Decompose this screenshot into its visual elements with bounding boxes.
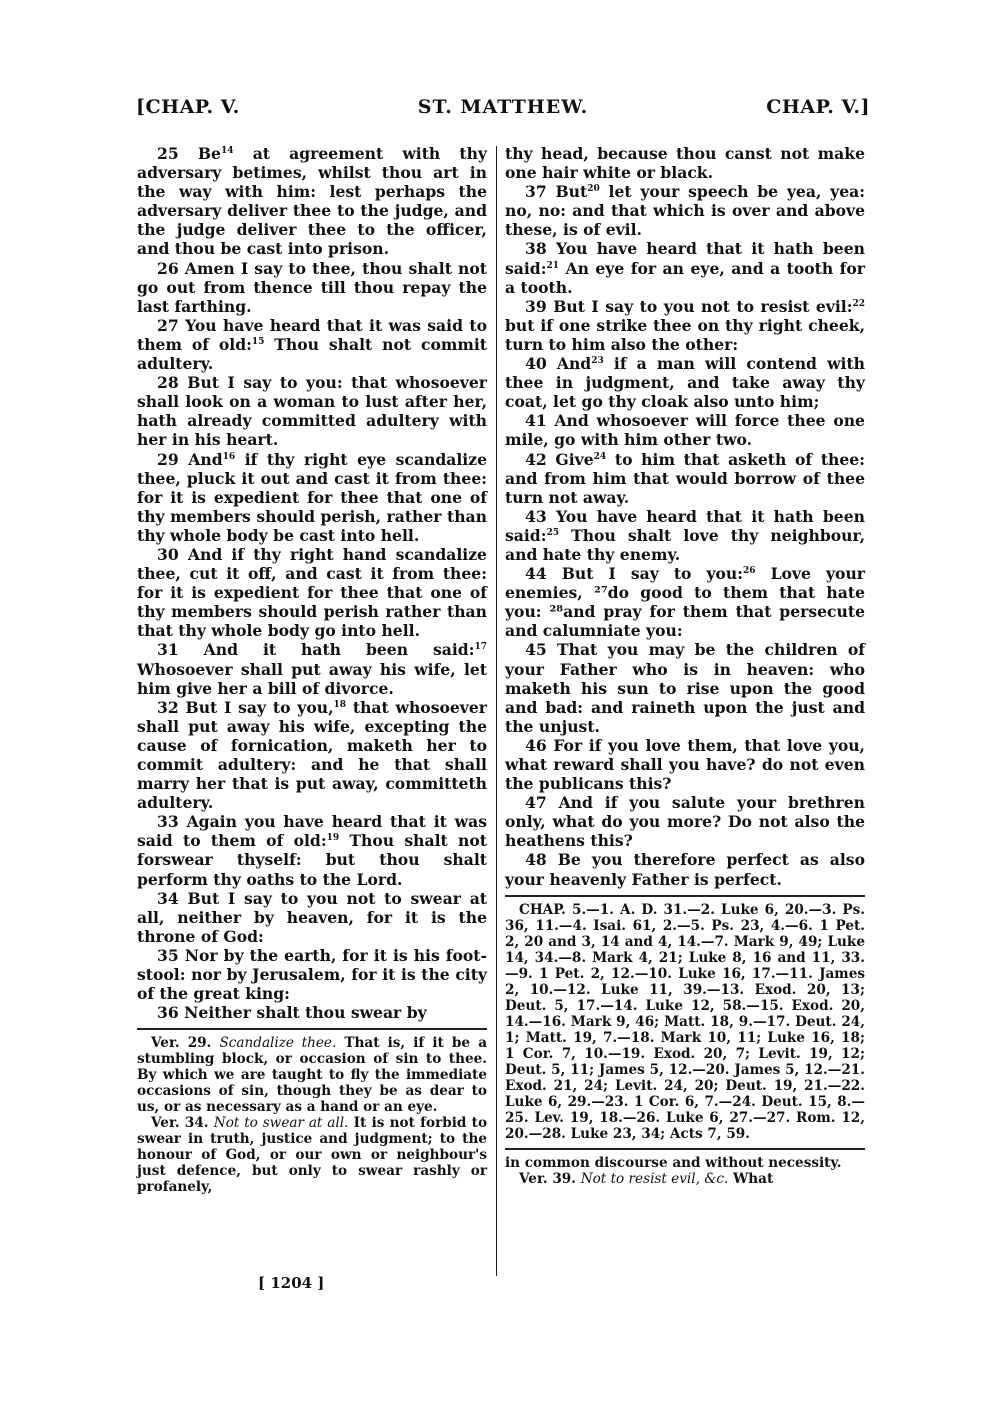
footnote-marker: 16 (222, 451, 236, 462)
verse-lead: But I say to you not to resist evil: (553, 296, 853, 316)
note-text: What (733, 1170, 774, 1187)
footnotes (137, 1035, 487, 1195)
column-divider (496, 146, 497, 1276)
left-verses (137, 144, 487, 1022)
verse-number: 27 (157, 315, 179, 335)
header-right: CHAP. V.] (766, 96, 870, 118)
verse-number: 26 (157, 258, 179, 278)
verse-number: 38 (525, 239, 547, 259)
footnote-marker: 22 (852, 298, 865, 309)
verse-number: 36 (157, 1003, 179, 1023)
verse-text: And if you salute your brethren only, what do you more? Do not also the heathens this? (505, 793, 865, 851)
verse (137, 373, 487, 449)
verse-text: An eye for an eye, and a tooth for a tooth. (505, 258, 866, 297)
verse (505, 450, 865, 507)
footnote-marker: 25 (546, 527, 559, 538)
verse (505, 850, 865, 888)
verse-text: Neither shalt thou swear by (184, 1003, 427, 1023)
footnote-marker: 23 (591, 355, 604, 366)
verse-lead: But (555, 182, 588, 202)
verse-number: 34 (157, 888, 179, 908)
verse (505, 507, 865, 564)
footnote-marker: 14 (220, 145, 234, 156)
verse-text: let your speech be yea, yea: no, no: and that which is over and above these, is of evil. (505, 182, 865, 240)
verse-text: That you may be the children of your Father who is in heaven: who maketh his sun to rise upon the good and bad: and raineth upon the just and the unjust. (505, 640, 865, 736)
verse-number: 35 (157, 945, 179, 965)
footnote (137, 1035, 487, 1115)
verse-text: And whosoever will force thee one mile, go with him other two. (505, 411, 865, 450)
verse-number: 32 (157, 697, 179, 717)
verse-number: 39 (525, 296, 547, 316)
verse-lead: Be (197, 144, 221, 163)
verse-text: that whosoever shall put away his wife, excepting the cause of fornication, maketh her to commit adultery: and he that shall marry her that is put away, committeth adultery. (137, 697, 487, 813)
verse-lead: But I say to you, (185, 697, 334, 717)
verse (505, 736, 865, 793)
verse (137, 698, 487, 813)
verse-number: 30 (157, 544, 179, 564)
running-header (136, 96, 870, 130)
note-continuation: in common discourse and without necessity. (505, 1154, 842, 1171)
verse-number: 44 (525, 564, 547, 584)
page-number: [ 1204 ] (258, 1274, 325, 1292)
note-continuation-block (505, 1155, 865, 1187)
verse-text: And if thy right hand scandalize thee, cut it off, and cast it from thee: for it is expedient for thee that one of thy members should perish rather than that thy whole body go into hell. (137, 544, 487, 641)
verse (505, 239, 865, 296)
verse (505, 354, 865, 411)
verse-text: Whosoever shall put away his wife, let him give her a bill of divorce. (137, 659, 487, 698)
verse-text: at agreement with thy adversary betimes, whilst thou art in the way with him: lest perhaps the adversary deliver thee to the judge, and the judge deliver thee to the officer, and thou be cast into prison. (137, 144, 487, 259)
verse-lead: You have heard that it hath been said: (505, 239, 865, 278)
verse (137, 889, 487, 946)
verse (137, 1003, 487, 1022)
note-next (505, 1171, 865, 1187)
verse (505, 182, 865, 239)
footnote-ref: Ver. 34. (151, 1115, 209, 1132)
footnote-marker: 18 (333, 699, 347, 710)
verse (137, 144, 487, 259)
header-title: ST. MATTHEW. (417, 96, 589, 118)
verse-lead: You have heard that it hath been said: (505, 506, 865, 545)
verse-text: to him that asketh of thee: and from him that would borrow of thee turn not away. (505, 449, 865, 507)
note-divider (505, 1148, 865, 1150)
footnote-marker: 26 (743, 565, 756, 576)
right-column (505, 144, 865, 1274)
verse-number: 43 (525, 506, 547, 526)
verse (505, 564, 865, 640)
verse-lead: Again you have heard that it was said to them of old: (137, 812, 487, 851)
footnote-text: It is not forbid to swear in truth, justice and judgment; to the honour of God, or our own or neighbour's just defence, but only to swear rashly or profanely, (137, 1115, 488, 1196)
verse-text: For if you love them, that love you, what reward shall you have? do not even the publicans this? (505, 735, 865, 794)
footnote-text: That is, if it be a stumbling block, or occasion of sin to thee. By which we are taught to fly the immediate occasions of sin, though they be as dear to us, or as necessary as a hand or an eye. (137, 1035, 487, 1116)
footnote (137, 1115, 487, 1195)
verse-text: if a man will contend with thee in judgment, and take away thy coat, let go thy cloak also unto him; (505, 354, 865, 412)
verse-number: 29 (157, 449, 179, 469)
footnote-marker: 19 (326, 833, 340, 844)
footnote-marker: 24 (593, 451, 607, 462)
verse (505, 793, 865, 850)
verse-lead: But I say to you: (561, 564, 744, 584)
notes-divider (137, 1028, 487, 1030)
footnote-marker: 20 (587, 184, 600, 194)
verse-continuation: thy head, because thou canst not make one hair white or black. (505, 144, 865, 183)
verse (137, 316, 487, 373)
verse-number: 47 (525, 793, 547, 813)
header-left: [CHAP. V. (136, 96, 240, 118)
verse-number: 25 (157, 144, 179, 163)
footnote-marker: 21 (546, 260, 559, 271)
verse-text: Amen I say to thee, thou shalt not go out from thence till thou repay the last farthing. (137, 258, 487, 316)
verse (505, 297, 865, 354)
verse-number: 33 (157, 812, 179, 832)
cross-references: CHAP. 5.—1. A. D. 31.—2. Luke 6, 20.—3. Ps. 36, 11.—4. Isai. 61, 2.—5. Ps. 23, 4.—6. 1 Pet. 2, 20 and 3, 14 and 4, 14.—7. Mark 9, 49; Luke 14, 34.—8. Mark 4, 21; Luke 8, 16 and 11, 33.—9. 1 Pet. 2, 12.—10. Luke 16, 17.—11. James 2, 10.—12. Luke 11, 39.—13. Exod. 20, 13; Deut. 5, 17.—14. Luke 12, 58.—15. Exod. 20, 14.—16. Mark 9, 46; Matt. 18, 9.—17. Deut. 24, 1; Matt. 19, 7.—18. Mark 10, 11; Luke 16, 18; 1 Cor. 7, 10.—19. Exod. 20, 7; Levit. 19, 12; Deut. 5, 11; James 5, 12.—20. James 5, 12.—21. Exod. 21, 24; Levit. 24, 20; Deut. 19, 21.—22. Luke 6, 29.—23. 1 Cor. 6, 7.—24. Deut. 15, 8.—25. Lev. 19, 18.—26. Luke 6, 27.—27. Rom. 12, 20.—28. Luke 23, 34; Acts 7, 59. (505, 901, 865, 1142)
footnote-keyword: Scandalize thee. (219, 1035, 337, 1052)
note-ref: Ver. 39. (519, 1170, 576, 1187)
verse-text: Thou shalt not forswear thyself: but thou shalt perform thy oaths to the Lord. (137, 831, 487, 889)
verse-text: But I say to you: that whosoever shall look on a woman to lust after her, hath already committed adultery with her in his heart. (137, 373, 488, 450)
verse-number: 41 (525, 411, 547, 431)
verse-text: Thou shalt love thy neighbour, and hate thy enemy. (505, 525, 865, 564)
footnote-marker: 15 (251, 336, 265, 347)
verse-number: 37 (525, 182, 547, 202)
verse (137, 640, 487, 697)
verse-number: 28 (157, 373, 179, 393)
verse-lead: You have heard that it was said to them of old: (137, 315, 487, 354)
verse-number: 45 (525, 640, 547, 660)
verse-text: Thou shalt not commit adultery. (137, 334, 487, 374)
verse (137, 450, 487, 545)
verse (137, 259, 487, 316)
verse-lead: Give (555, 449, 594, 469)
xref-divider (505, 895, 865, 897)
footnote-ref: Ver. 29. (151, 1035, 212, 1052)
verse-text: Love your enemies, ²⁷do good to them that hate you: ²⁸and pray for them that persecute and calumniate you: (505, 564, 865, 641)
verse-text: but if one strike thee on thy right cheek, turn to him also the other: (505, 315, 865, 354)
verse-number: 46 (525, 735, 547, 755)
verse-lead: And it hath been said: (203, 640, 475, 660)
verse-number: 42 (525, 449, 547, 469)
verse-number: 31 (157, 640, 179, 660)
verse (505, 640, 865, 735)
footnote-keyword: Not to swear at all. (213, 1115, 349, 1132)
left-column (137, 144, 488, 1196)
verse (137, 812, 487, 888)
verse (137, 946, 487, 1003)
verse (137, 545, 487, 640)
right-verses (505, 182, 865, 888)
note-keyword: Not to resist evil, &c. (580, 1170, 729, 1187)
verse-text: Nor by the earth, for it is his foot-stool: nor by Jerusalem, for it is the city of the great king: (137, 945, 487, 1004)
footnote-marker: 17 (474, 642, 487, 653)
verse-number: 40 (525, 354, 547, 374)
verse-number: 48 (525, 850, 547, 870)
verse-text: if thy right eye scandalize thee, pluck it out and cast it from thee: for it is expedient for thee that one of thy members should perish, rather than thy whole body be cast into hell. (137, 449, 487, 545)
verse-lead: And (188, 449, 223, 469)
verse-lead: And (556, 354, 592, 374)
verse (505, 411, 865, 449)
verse-text: Be you therefore perfect as also your heavenly Father is perfect. (505, 850, 865, 889)
verse-text: But I say to you not to swear at all, neither by heaven, for it is the throne of God: (137, 888, 488, 946)
